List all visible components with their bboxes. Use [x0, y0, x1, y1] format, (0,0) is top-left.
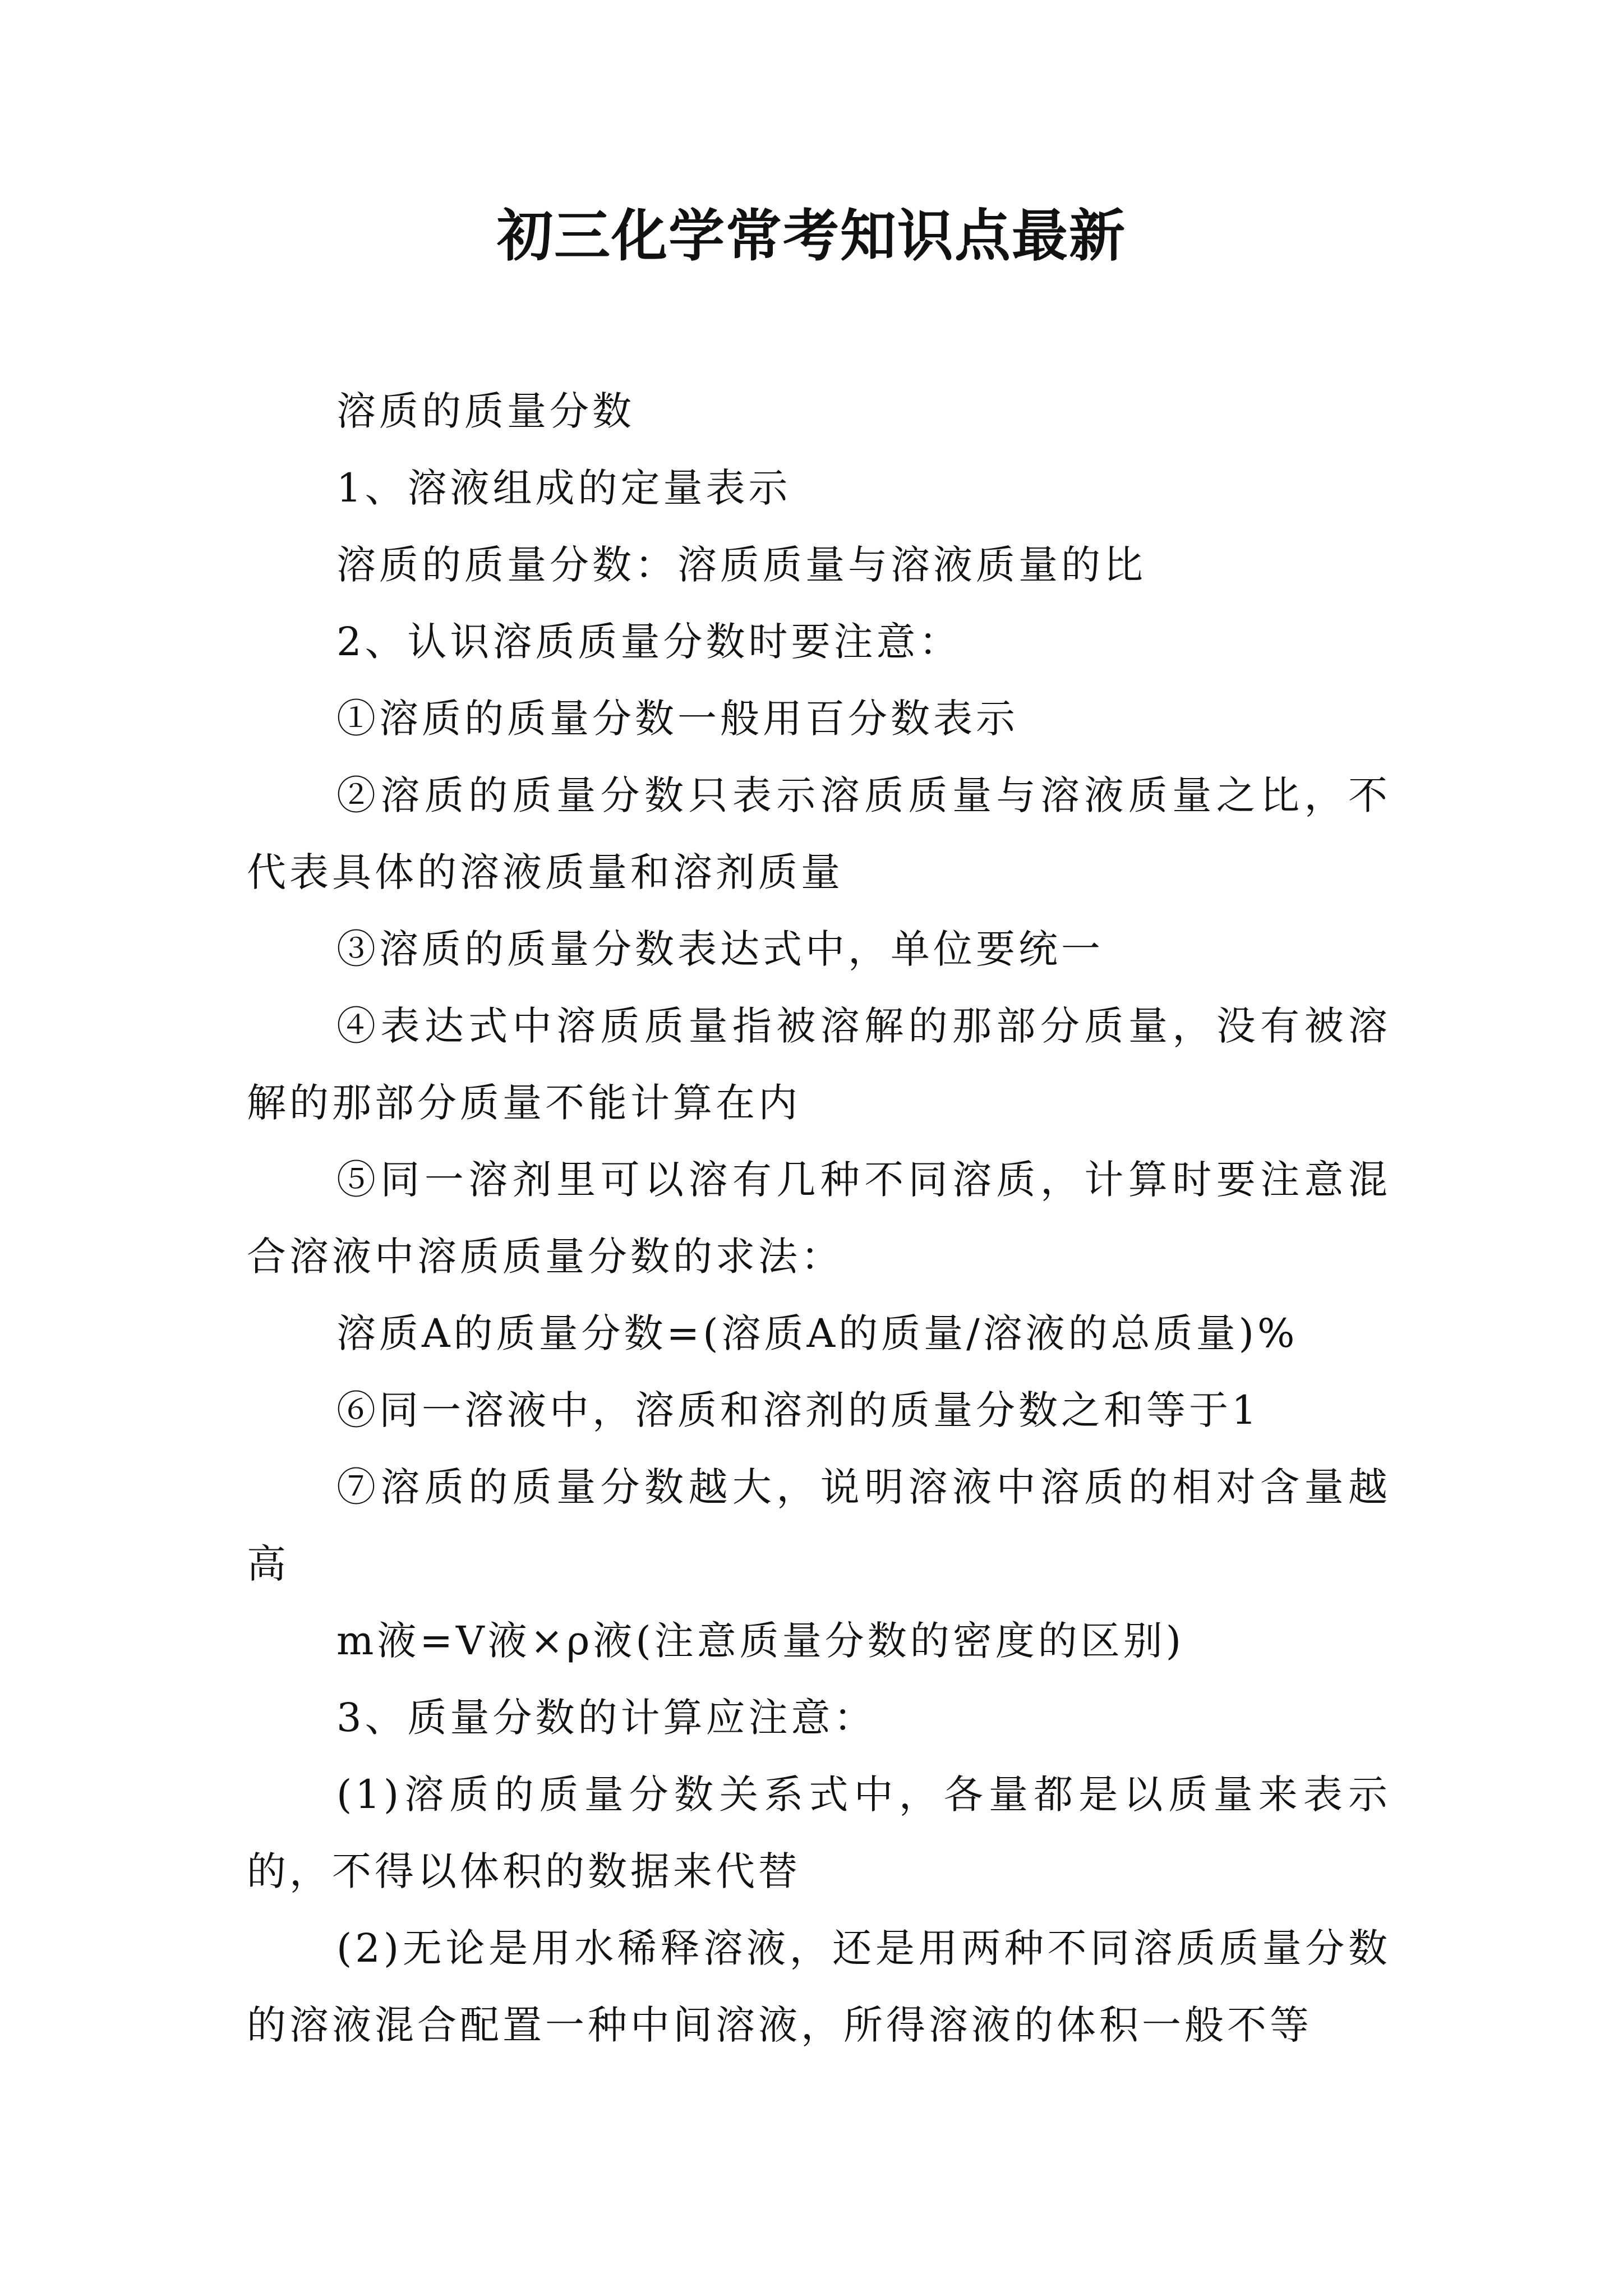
paragraph: m液=V液×ρ液(注意质量分数的密度的区别) — [336, 1618, 1185, 1664]
paragraph: ④表达式中溶质质量指被溶解的那部分质量，没有被溶解的那部分质量不能计算在内 — [247, 1003, 1391, 1126]
paragraph: ⑦溶质的质量分数越大，说明溶液中溶质的相对含量越高 — [247, 1464, 1391, 1587]
paragraph: ⑥同一溶液中，溶质和溶剂的质量分数之和等于1 — [336, 1387, 1260, 1433]
paragraph: 1、溶液组成的定量表示 — [336, 465, 791, 511]
paragraph: ②溶质的质量分数只表示溶质质量与溶液质量之比，不代表具体的溶液质量和溶剂质量 — [247, 772, 1391, 895]
paragraph: (2)无论是用水稀释溶液，还是用两种不同溶质质量分数的溶液混合配置一种中间溶液，所得溶液的体积一般不等 — [247, 1925, 1391, 2048]
paragraph: ⑤同一溶剂里可以溶有几种不同溶质，计算时要注意混合溶液中溶质质量分数的求法： — [247, 1157, 1391, 1280]
document-title: 初三化学常考知识点最新 — [497, 203, 1126, 269]
paragraph: 溶质的质量分数：溶质质量与溶液质量的比 — [336, 542, 1146, 588]
paragraph: ①溶质的质量分数一般用百分数表示 — [336, 696, 1018, 742]
paragraph: ③溶质的质量分数表达式中，单位要统一 — [336, 926, 1104, 972]
paragraph: 溶质A的质量分数=(溶质A的质量/溶液的总质量)% — [336, 1310, 1298, 1356]
paragraph: 溶质的质量分数 — [336, 388, 635, 434]
paragraph: 3、质量分数的计算应注意： — [336, 1695, 877, 1741]
document-body — [247, 373, 1391, 2064]
paragraph: (1)溶质的质量分数关系式中，各量都是以质量来表示的，不得以体积的数据来代替 — [247, 1772, 1391, 1894]
paragraph: 2、认识溶质质量分数时要注意： — [336, 619, 962, 665]
